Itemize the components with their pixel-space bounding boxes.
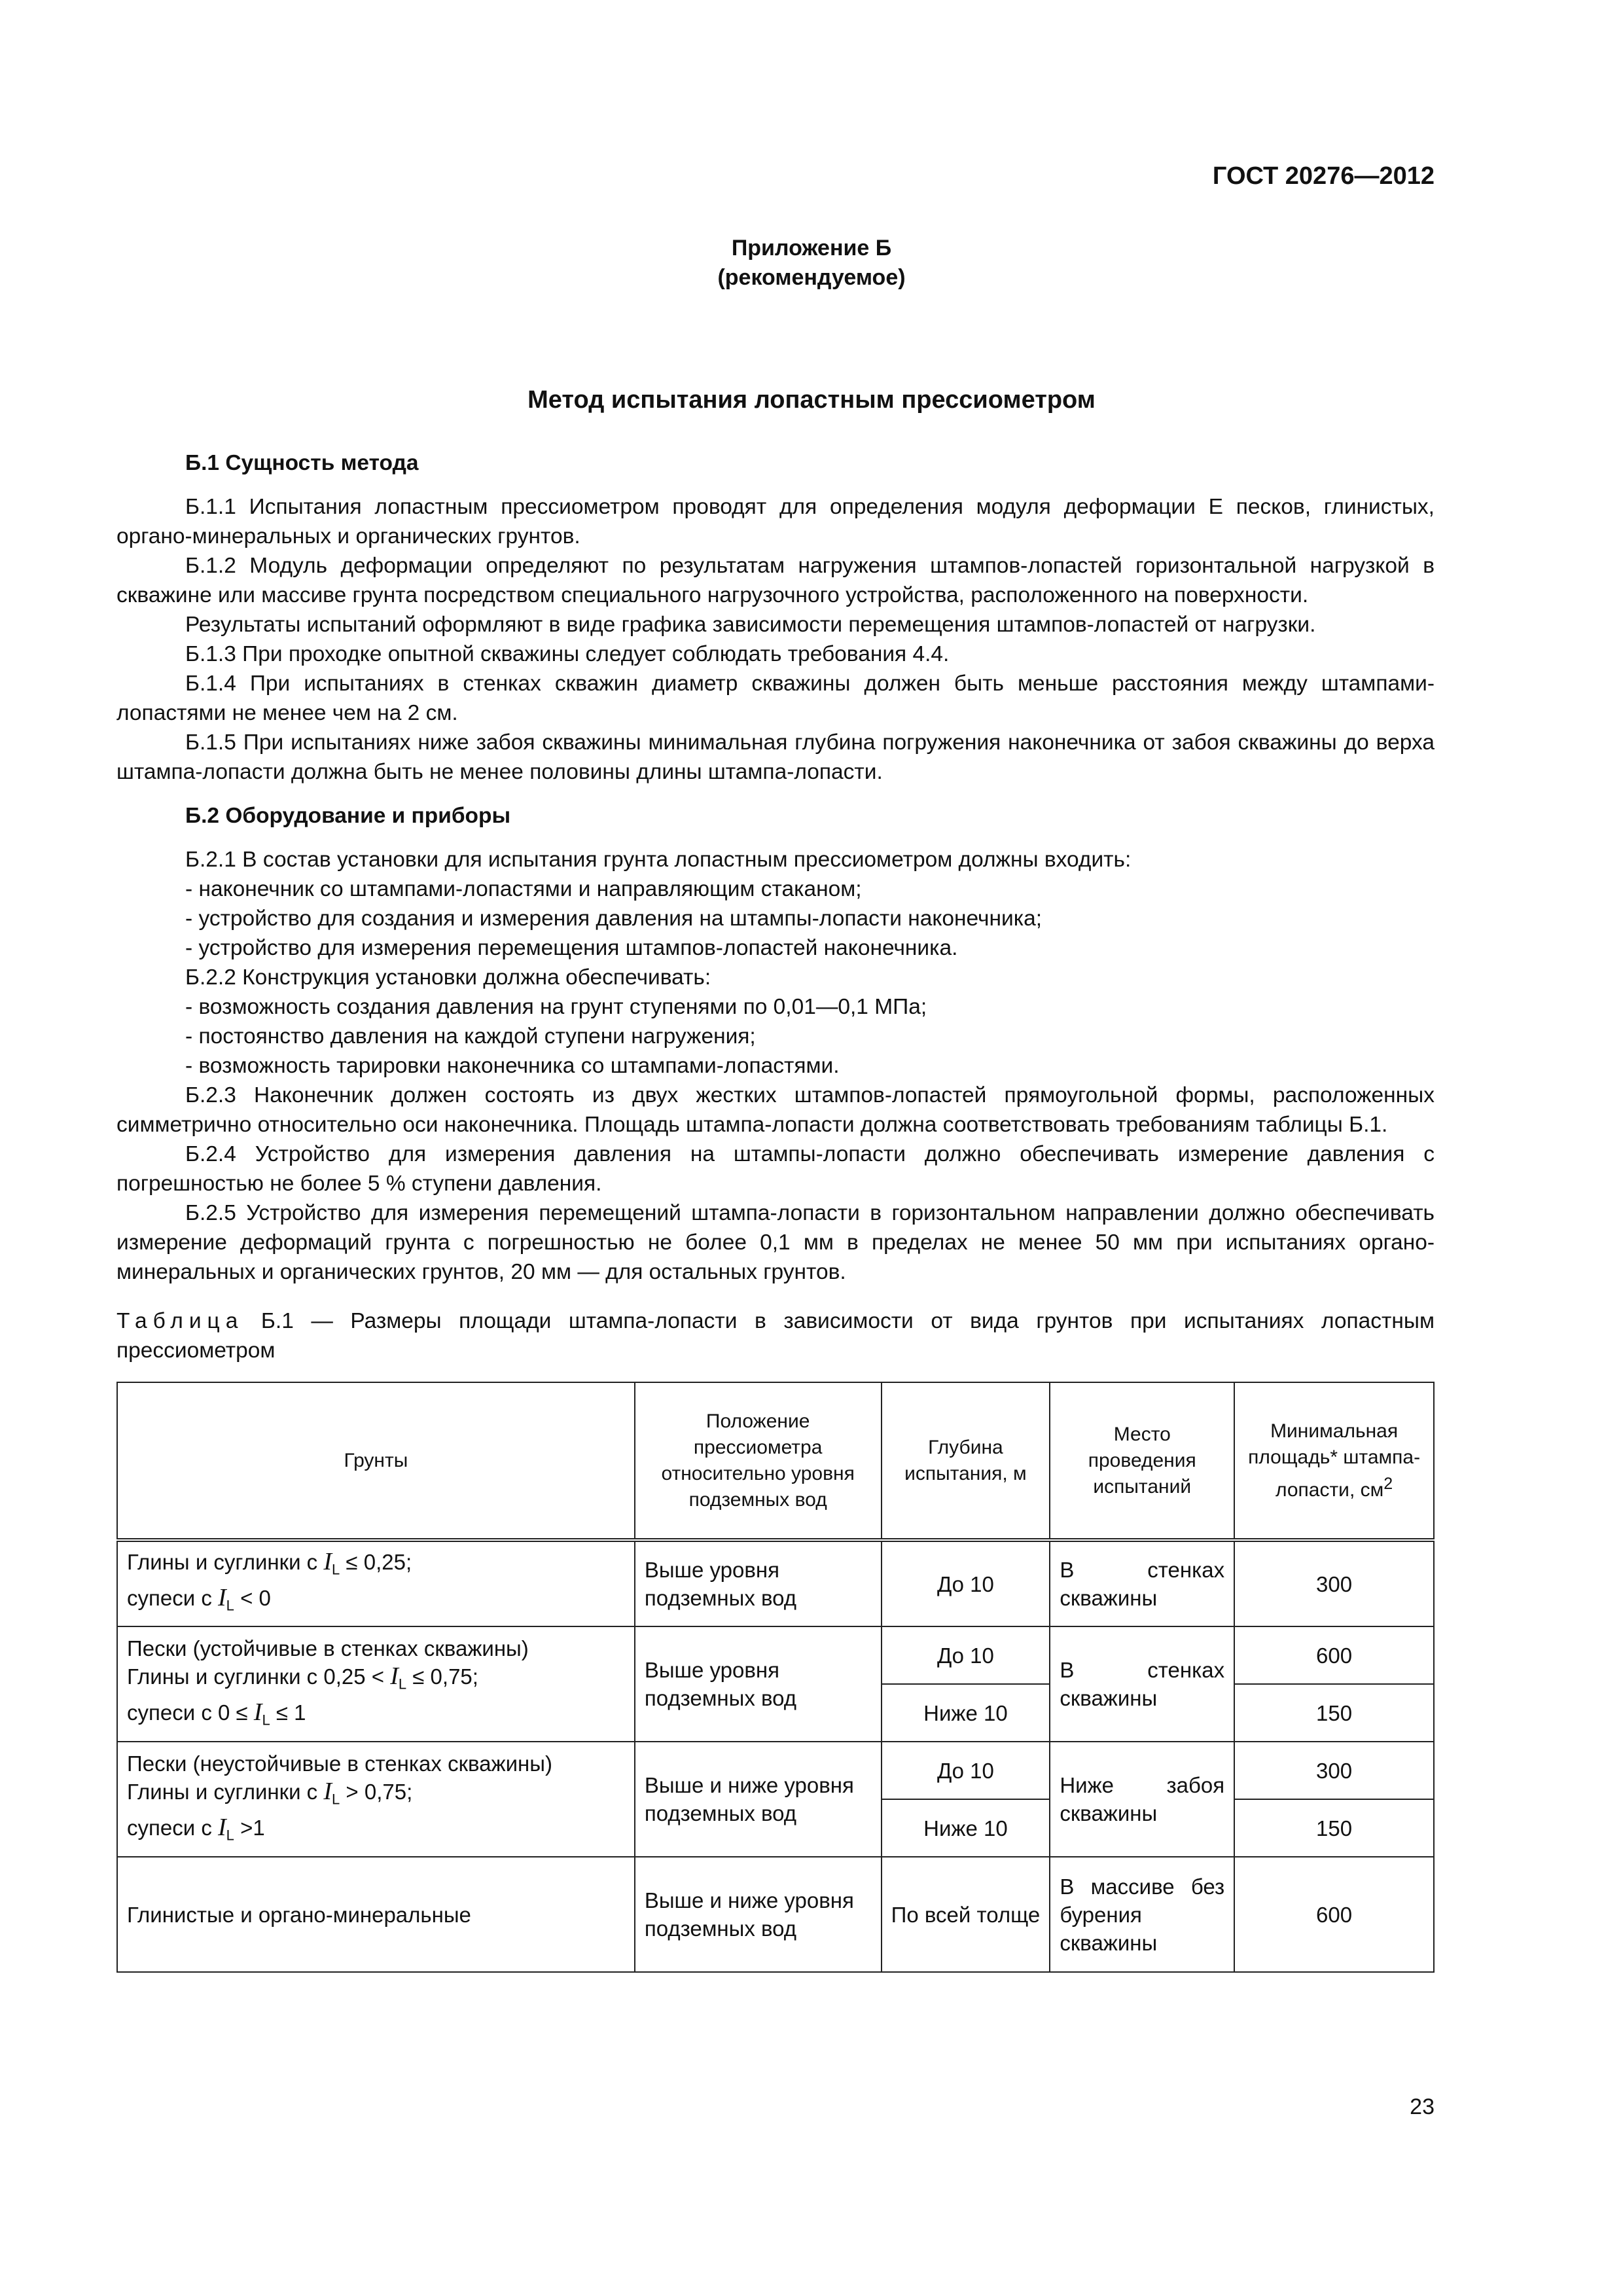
position-cell: Выше и ниже уровня подземных вод (635, 1742, 882, 1857)
text: < 0 (234, 1586, 271, 1610)
standard-number: ГОСТ 20276—2012 (1212, 162, 1435, 190)
subscript: L (332, 1791, 340, 1808)
subscript: L (226, 1597, 234, 1614)
annex-status: (рекомендуемое) (717, 265, 906, 290)
paragraph: Б.2.4 Устройство для измерения давления на штампы-лопасти должно обеспечивать измерение давления с погрешностью не более 5 % ступени давления. (116, 1142, 1435, 1196)
paragraph: Б.1.5 При испытаниях ниже забоя скважины минимальная глубина погружения наконечника от забоя скважины до верха штампа-лопасти должна быть не менее половины длины штампа-лопасти. (116, 730, 1435, 784)
text: Глины и суглинки с (127, 1779, 324, 1804)
paragraph: Б.2.2 Конструкция установки должна обеспечивать: (185, 965, 711, 990)
symbol: I (323, 1548, 332, 1576)
place-cell: В стенках скважины (1050, 1540, 1234, 1626)
section-heading: Б.1 Сущность метода (185, 451, 419, 475)
list-item: - устройство для измерения перемещения штампов-лопастей наконечника. (185, 936, 958, 960)
subscript: L (398, 1676, 407, 1693)
depth-cell: До 10 (882, 1540, 1050, 1626)
area-cell: 300 (1234, 1540, 1434, 1626)
superscript: 2 (1383, 1474, 1393, 1493)
column-header-text: Минимальная площадь* штампа-лопасти, см (1248, 1420, 1421, 1501)
list-item: - устройство для создания и измерения давления на штампы-лопасти наконечника; (185, 906, 1043, 931)
paragraph: Б.1.2 Модуль деформации определяют по результатам нагружения штампов-лопастей горизонтальной нагрузкой в скважине или массиве грунта посредством специального нагрузочного устройства, расположенного на поверхности. (116, 554, 1435, 607)
text: Глины и суглинки с 0,25 < (127, 1664, 391, 1689)
table-row (117, 1857, 1434, 1972)
annex-title: Приложение Б (731, 236, 892, 260)
document-body (116, 448, 1435, 1973)
soil-cell (117, 1540, 635, 1626)
area-cell: 150 (1234, 1684, 1434, 1742)
text: >1 (234, 1815, 265, 1840)
place-cell: В массиве без бурения скважины (1050, 1857, 1234, 1972)
soil-cell (117, 1742, 635, 1857)
symbol: I (218, 1584, 226, 1611)
paragraph: Результаты испытаний оформляют в виде графика зависимости перемещения штампов-лопастей от нагрузки. (185, 613, 1316, 637)
text: > 0,75; (340, 1779, 413, 1804)
paragraph: Б.2.5 Устройство для измерения перемещений штампа-лопасти в горизонтальном направлении должно обеспечивать измерение деформаций грунта с погрешностью не более 0,1 мм в пределах не менее 50 мм при испытаниях органо-минеральных и органических грунтов, 20 мм — для остальных грунтов. (116, 1201, 1435, 1284)
paragraph: Б.2.1 В состав установки для испытания грунта лопастным прессиометром должны входить: (185, 848, 1132, 872)
table-row (117, 1626, 1434, 1684)
document-title: Метод испытания лопастным прессиометром (527, 386, 1096, 414)
place-cell: Ниже забоя скважины (1050, 1742, 1234, 1857)
column-header: Грунты (117, 1382, 635, 1540)
place-cell: В стенках скважины (1050, 1626, 1234, 1742)
subscript: L (332, 1562, 340, 1578)
depth-cell: До 10 (882, 1626, 1050, 1684)
position-cell: Выше уровня подземных вод (635, 1626, 882, 1742)
paragraph: Б.1.4 При испытаниях в стенках скважин диаметр скважины должен быть меньше расстояния между штампами-лопастями не менее чем на 2 см. (116, 672, 1435, 725)
depth-cell: Ниже 10 (882, 1799, 1050, 1857)
symbol: I (218, 1813, 226, 1841)
column-header: Глубина испытания, м (882, 1382, 1050, 1540)
page-number: 23 (1410, 2094, 1435, 2119)
table-caption-text: Б.1 — Размеры площади штампа-лопасти в зависимости от вида грунтов при испытаниях лопастным прессиометром (116, 1309, 1435, 1363)
area-cell: 150 (1234, 1799, 1434, 1857)
list-item: - постоянство давления на каждой ступени нагружения; (185, 1024, 756, 1049)
soil-table (116, 1382, 1435, 1973)
list-item: - наконечник со штампами-лопастями и направляющим стаканом; (185, 877, 862, 901)
paragraph: Б.2.3 Наконечник должен состоять из двух жестких штампов-лопастей прямоугольной формы, расположенных симметрично относительно оси наконечника. Площадь штампа-лопасти должна соответствовать требованиям таблицы Б.1. (116, 1083, 1435, 1137)
text: Пески (неустойчивые в стенках скважины) (127, 1751, 552, 1776)
list-item: - возможность тарировки наконечника со штампами-лопастями. (185, 1054, 840, 1078)
area-cell: 300 (1234, 1742, 1434, 1799)
position-cell: Выше и ниже уровня подземных вод (635, 1857, 882, 1972)
text: супеси с 0 ≤ (127, 1700, 254, 1725)
column-header: Положение прессиометра относительно уровня подземных вод (635, 1382, 882, 1540)
position-cell: Выше уровня подземных вод (635, 1540, 882, 1626)
paragraph: Б.1.3 При проходке опытной скважины следует соблюдать требования 4.4. (185, 642, 950, 666)
depth-cell: Ниже 10 (882, 1684, 1050, 1742)
table-row (117, 1540, 1434, 1626)
soil-cell (117, 1626, 635, 1742)
column-header: Место проведения испытаний (1050, 1382, 1234, 1540)
text: Глины и суглинки с (127, 1550, 324, 1575)
text: ≤ 1 (270, 1700, 306, 1725)
text: супеси с (127, 1815, 218, 1840)
list-item: - возможность создания давления на грунт ступенями по 0,01—0,1 МПа; (185, 995, 927, 1019)
symbol: I (390, 1662, 399, 1690)
paragraph: Б.1.1 Испытания лопастным прессиометром проводят для определения модуля деформации E песков, глинистых, органо-минеральных и органических грунтов. (116, 495, 1435, 548)
area-cell: 600 (1234, 1857, 1434, 1972)
text: ≤ 0,25; (340, 1550, 412, 1575)
soil-cell: Глинистые и органо-минеральные (117, 1857, 635, 1972)
area-cell: 600 (1234, 1626, 1434, 1684)
subscript: L (226, 1827, 234, 1844)
symbol: I (323, 1777, 332, 1805)
section-heading: Б.2 Оборудование и приборы (185, 804, 511, 828)
depth-cell: По всей толще (882, 1857, 1050, 1972)
text: ≤ 0,75; (406, 1664, 478, 1689)
table-header-row (117, 1382, 1434, 1540)
text: Пески (устойчивые в стенках скважины) (127, 1636, 529, 1660)
symbol: I (253, 1698, 262, 1726)
subscript: L (262, 1712, 270, 1729)
table-row (117, 1742, 1434, 1799)
table-caption (116, 1306, 1435, 1365)
text: супеси с (127, 1586, 218, 1610)
column-header (1234, 1382, 1434, 1540)
depth-cell: До 10 (882, 1742, 1050, 1799)
table-caption-label: Таблица (116, 1309, 244, 1333)
